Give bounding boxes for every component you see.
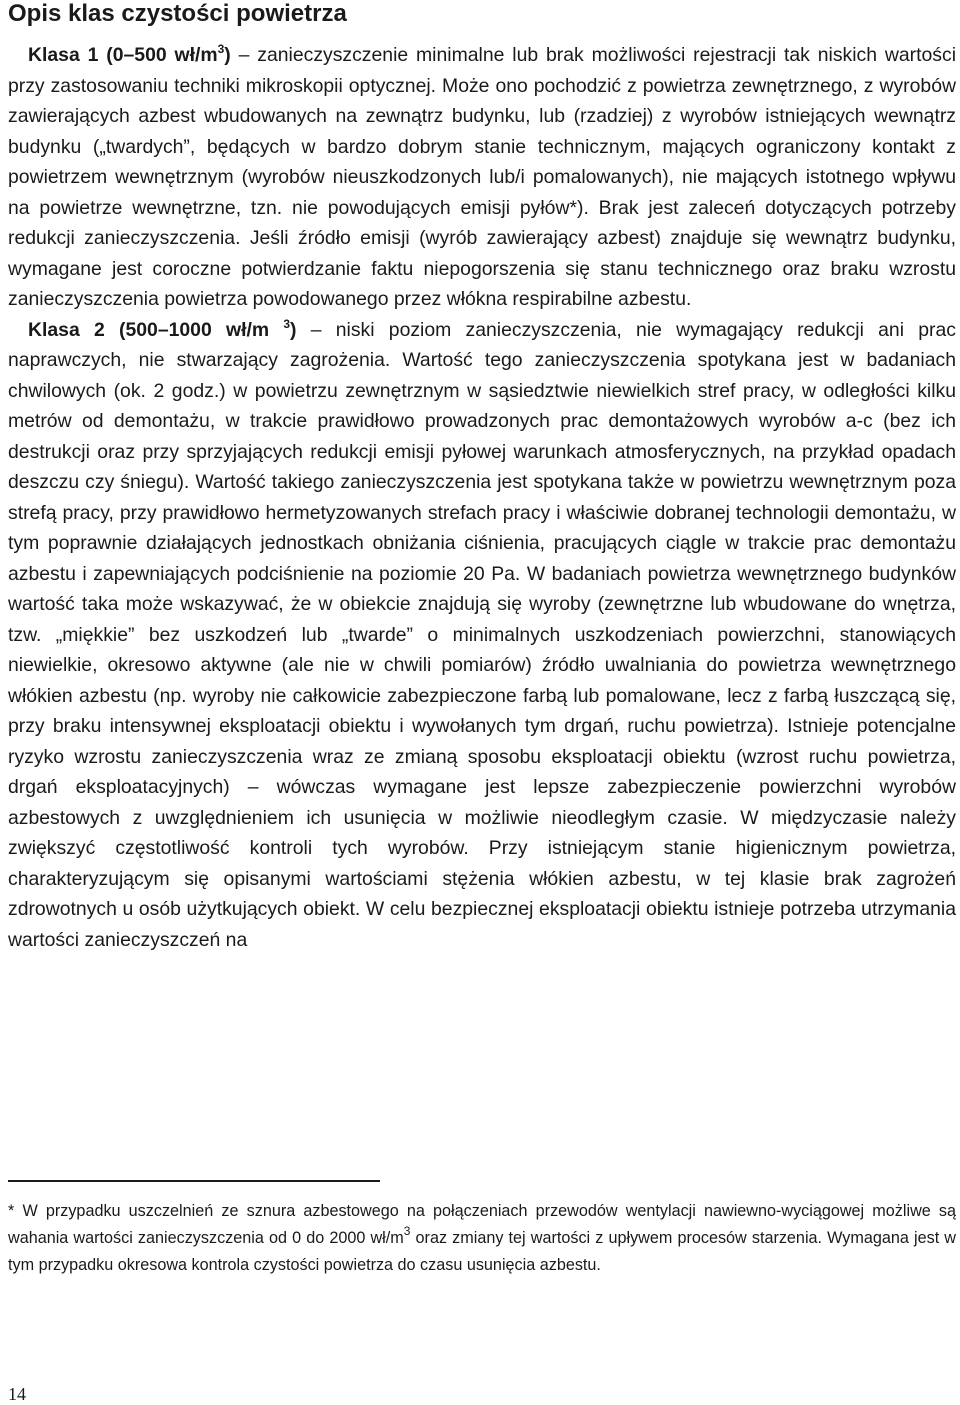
- class-2-text: – niski poziom zanieczyszczenia, nie wymagający redukcji ani prac naprawczych, nie stwarzający zagrożenia. Wartość tego zanieczyszczenia spotykana jest w badaniach chwilowych (ok. 2 godz.) w powietrzu zewnętrznym w sąsiedztwie niewielkich stref pracy, w odległości kilku metrów od demontażu, w trakcie prawidłowo prowadzonych prac demontażowych wyrobów a-c (bez ich destrukcji oraz przy sprzyjających redukcji emisji pyłowej warunkach atmosferycznych, na przykład opadach deszczu czy śniegu). Wartość takiego zanieczyszczenia jest spotykana także w powietrzu wewnętrznym poza strefą pracy, przy prawidłowo hermetyzowanych strefach pracy i właściwie dobranej technologii demontażu, w tym poprawnie działających jednostkach obniżania ciśnienia, pracujących ciągle w trakcie prac demontażu azbestu i zapewniających podciśnienie na poziomie 20 Pa. W badaniach powietrza wewnętrznego budynków wartość taka może wskazywać, że w obiekcie znajdują się wyroby (zewnętrzne lub wbudowane do wnętrza, tzw. „miękkie” bez uszkodzeń lub „twarde” o minimalnych uszkodzeniach powierzchni, stanowiących niewielkie, okresowo aktywne (ale nie w chwili pomiarów) źródło uwalniania do powietrza wewnętrznego włókien azbestu (np. wyroby nie całkowicie zabezpieczone farbą lub pomalowane, lecz z farbą łuszczącą się, przy braku intensywnej eksploatacji obiektu i wywołanych tym drgań, ruchu powietrza). Istnieje potencjalne ryzyko wzrostu zanieczyszczenia wraz ze zmianą sposobu eksploatacji obiektu (wzrost ruchu powietrza, drgań eksploatacyjnych) – wówczas wymagane jest lepsze zabezpieczenie powierzchni wyrobów azbestowych z uwzględnieniem ich usunięcia w możliwie nieodległym czasie. W międzyczasie należy zwiększyć częstotliwość kontroli tych wyrobów. Przy istniejącym stanie higienicznym powietrza, charakteryzującym się opisanymi wartościami stężenia włókien azbestu, w tej klasie brak zagrożeń zdrowotnych u osób użytkujących obiekt. W celu bezpiecznej eksploatacji obiektu istnieje potrzeba utrzymania wartości zanieczyszczeń na: [8, 318, 956, 951]
- class-1-text: – zanieczyszczenie minimalne lub brak możliwości rejestracji tak niskich wartości przy zastosowaniu techniki mikroskopii optycznej. Może ono pochodzić z powietrza zewnętrznego, z wyrobów zawierających azbest wbudowanych na zewnątrz budynku, lub (rzadziej) z wyrobów istniejących wewnątrz budynku („twardych”, będących w bardzo dobrym stanie technicznym, mających ograniczony kontakt z powietrzem wewnętrznym (wyrobów nieuszkodzonych lub/i pomalowanych), nie mających istotnego wpływu na powietrze wewnętrzne, tzn. nie powodujących emisji pyłów*). Brak jest zaleceń dotyczących potrzeby redukcji zanieczyszczenia. Jeśli źródło emisji (wyrób zawierający azbest) znajduje się wewnątrz budynku, wymagane jest coroczne potwierdzanie faktu niepogorszenia się stanu technicznego oraz braku wzrostu zanieczyszczenia powietrza powodowanego przez włókna respirabilne azbestu.: [8, 44, 956, 310]
- document-body: [8, 40, 956, 955]
- page-title: Opis klas czystości powietrza: [8, 0, 347, 27]
- page-number: 14: [8, 1384, 26, 1404]
- footnote-divider: [8, 1180, 380, 1182]
- footnote: * W przypadku uszczelnień ze sznura azbestowego na połączeniach przewodów wentylacji nawiewno-wyciągowej możliwe są wahania wartości zanieczyszczenia od 0 do 2000 $wł/m^3$ oraz zmiany tej wartości z upływem procesów starzenia. Wymagana jest w tym przypadku okresowa kontrola czystości powietrza do czasu usunięcia azbestu.: [8, 1202, 956, 1274]
- class-2-paragraph: [8, 315, 956, 956]
- class-1-heading: Klasa 1 (0–500 $wł/m^3$): [28, 42, 231, 66]
- class-1-paragraph: [8, 40, 956, 315]
- class-2-heading: Klasa 2 (500–1000 wł/m $^3$): [28, 316, 297, 341]
